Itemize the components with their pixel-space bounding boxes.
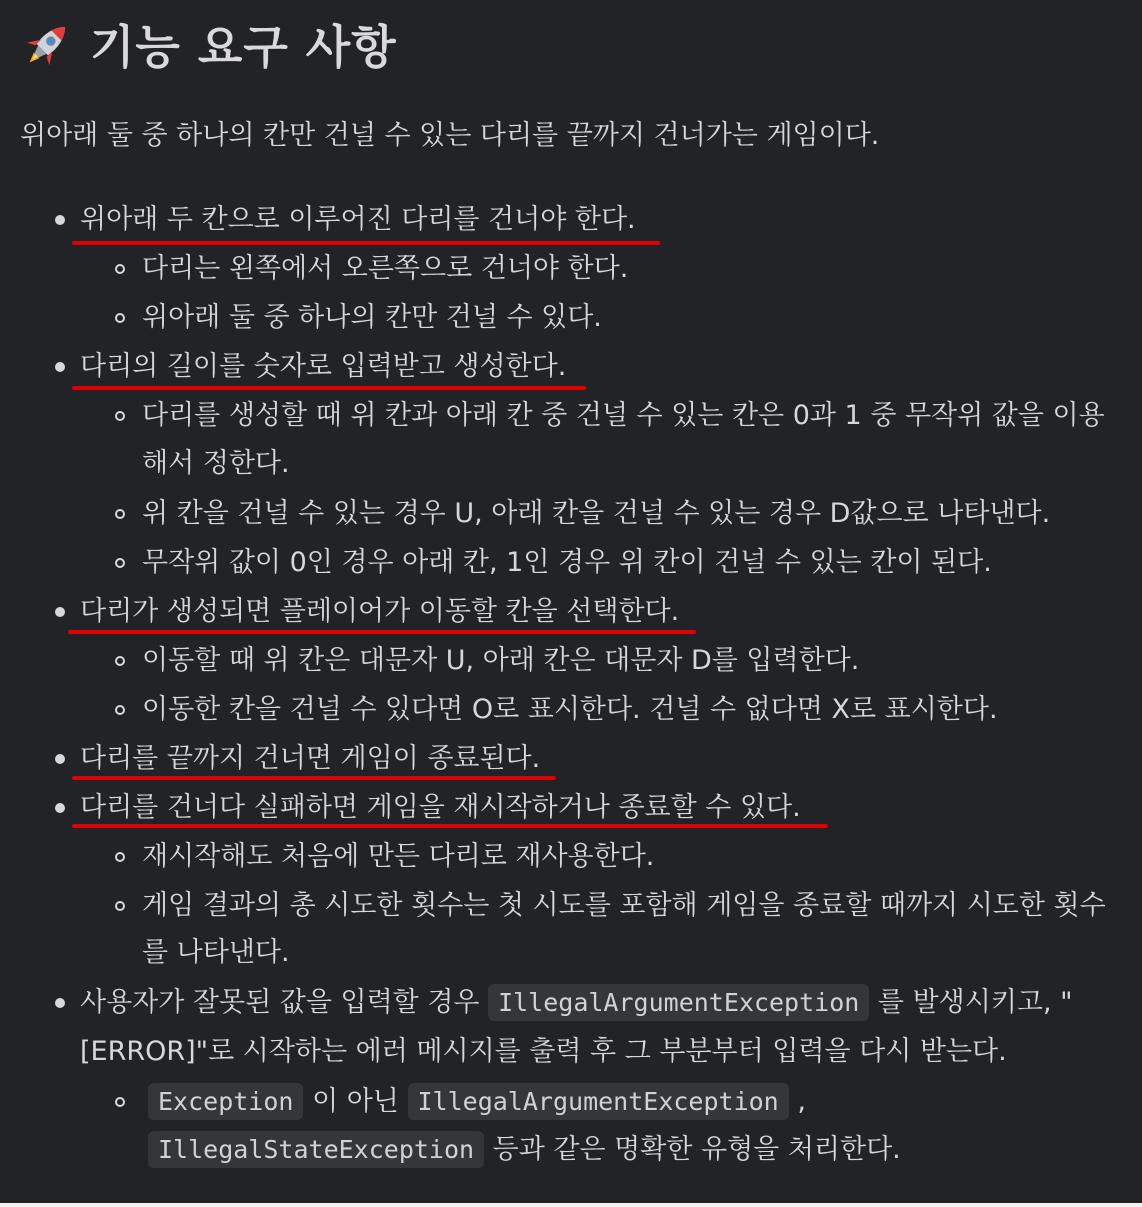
sub-list-item-continuation: 를 나타낸다. <box>142 937 290 968</box>
sub-list-item: 위 칸을 건널 수 있는 경우 U, 아래 칸을 건널 수 있는 경우 D값으로 나타낸다. <box>142 498 1051 529</box>
inline-code: Exception <box>148 1083 303 1120</box>
sub-list-item: 이동할 때 위 칸은 대문자 U, 아래 칸은 대문자 D를 입력한다. <box>142 645 860 676</box>
bullet-disc <box>55 607 65 617</box>
item-text: 사용자가 잘못된 값을 입력할 경우 <box>80 987 480 1018</box>
inline-code: IllegalStateException <box>148 1131 484 1168</box>
item-text: 이 아닌 <box>312 1086 399 1117</box>
sub-list-item-continuation <box>148 1130 901 1170</box>
intro-text: 위아래 둘 중 하나의 칸만 건널 수 있는 다리를 끝까지 건너가는 게임이다. <box>20 120 880 151</box>
bullet-circle <box>115 656 125 666</box>
bullet-circle <box>115 901 125 911</box>
bullet-circle <box>115 1097 125 1107</box>
bullet-circle <box>115 705 125 715</box>
sub-list-item: 무작위 값이 0인 경우 아래 칸, 1인 경우 위 칸이 건널 수 있는 칸이 된다. <box>142 547 992 578</box>
red-underline <box>72 386 586 390</box>
bullet-circle <box>115 558 125 568</box>
list-item <box>80 983 1073 1023</box>
sub-list-item: 게임 결과의 총 시도한 횟수는 첫 시도를 포함해 게임을 종료할 때까지 시도한 횟수 <box>142 890 1106 921</box>
sub-list-item: 위아래 둘 중 하나의 칸만 건널 수 있다. <box>142 302 602 333</box>
inline-code: IllegalArgumentException <box>408 1083 789 1120</box>
bullet-disc <box>55 754 65 764</box>
list-item-continuation: [ERROR]"로 시작하는 에러 메시지를 출력 후 그 부분부터 입력을 다시 받는다. <box>80 1036 1007 1067</box>
bullet-disc <box>55 362 65 372</box>
bullet-circle <box>115 411 125 421</box>
list-item: 위아래 두 칸으로 이루어진 다리를 건너야 한다. <box>80 204 636 235</box>
rocket-icon <box>20 16 76 72</box>
list-item: 다리의 길이를 숫자로 입력받고 생성한다. <box>80 351 567 382</box>
list-item: 다리를 건너다 실패하면 게임을 재시작하거나 종료할 수 있다. <box>80 792 801 823</box>
bullet-disc <box>55 998 65 1008</box>
item-text: 를 발생시키고, " <box>877 987 1073 1018</box>
sub-list-item: 다리는 왼쪽에서 오른쪽으로 건너야 한다. <box>142 253 629 284</box>
red-underline <box>68 630 696 634</box>
bullet-circle <box>115 264 125 274</box>
sub-list-item: 다리를 생성할 때 위 칸과 아래 칸 중 건널 수 있는 칸은 0과 1 중 무작위 값을 이용 <box>142 400 1105 431</box>
sub-list-item-continuation: 해서 정한다. <box>142 448 290 479</box>
bullet-circle <box>115 313 125 323</box>
bullet-circle <box>115 509 125 519</box>
item-text: , <box>797 1086 806 1117</box>
inline-code: IllegalArgumentException <box>488 984 869 1021</box>
page-title: 기능 요구 사항 <box>90 20 397 74</box>
sub-list-item <box>148 1082 806 1122</box>
list-item: 다리를 끝까지 건너면 게임이 종료된다. <box>80 743 541 774</box>
sub-list-item: 재시작해도 처음에 만든 다리로 재사용한다. <box>142 841 655 872</box>
red-underline <box>72 241 660 245</box>
sub-list-item: 이동한 칸을 건널 수 있다면 O로 표시한다. 건널 수 없다면 X로 표시한다. <box>142 694 998 725</box>
bullet-disc <box>55 803 65 813</box>
bottom-border <box>0 1203 1142 1207</box>
section-heading <box>20 14 397 74</box>
bullet-disc <box>55 215 65 225</box>
list-item: 다리가 생성되면 플레이어가 이동할 칸을 선택한다. <box>80 596 680 627</box>
red-underline <box>72 776 556 780</box>
item-text: 등과 같은 명확한 유형을 처리한다. <box>492 1134 901 1165</box>
bullet-circle <box>115 852 125 862</box>
red-underline <box>72 824 828 828</box>
